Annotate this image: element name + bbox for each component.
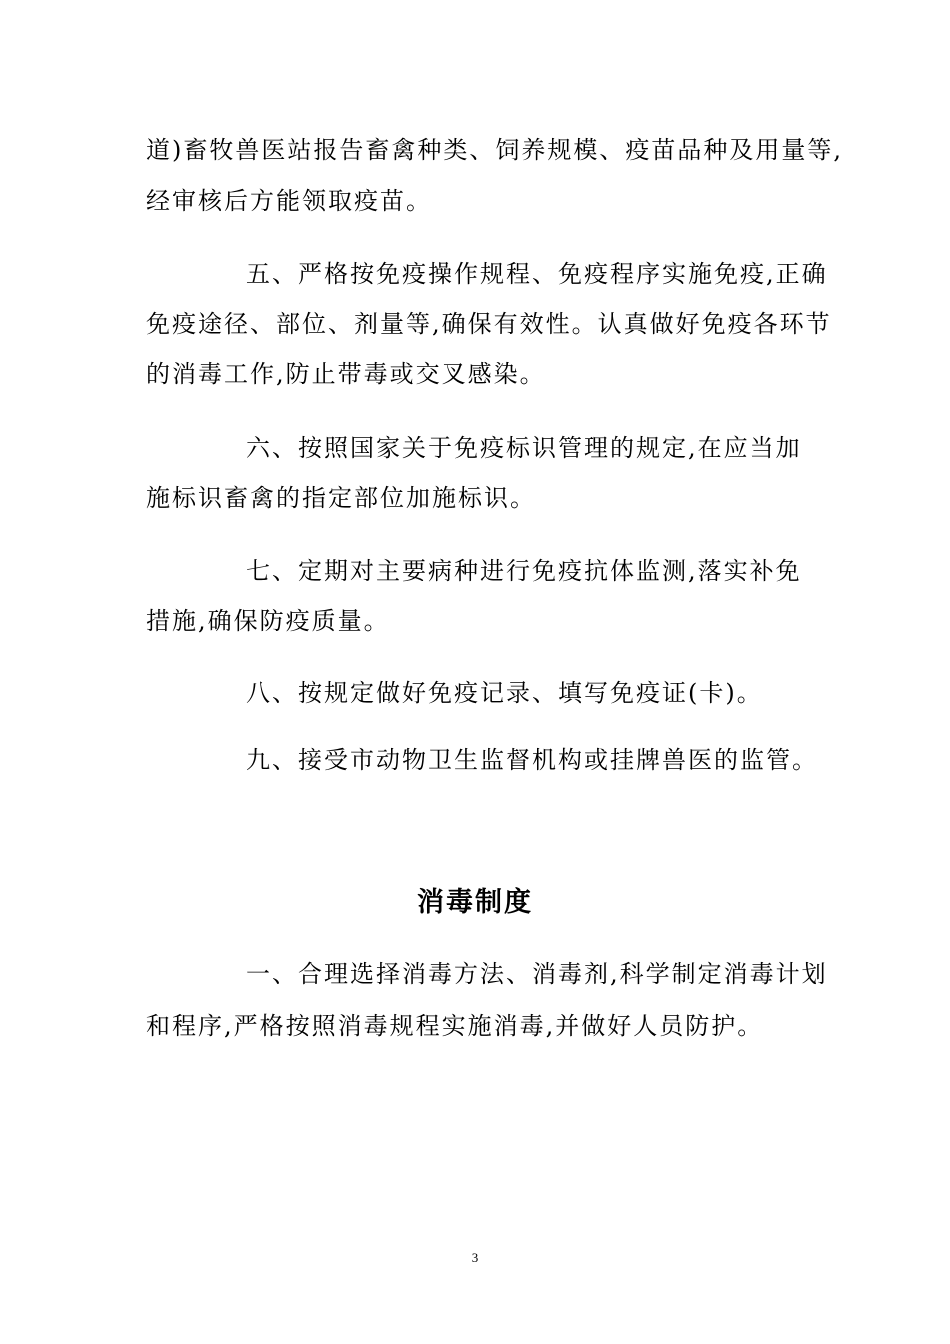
page-number: 3 bbox=[471, 1250, 479, 1265]
item-6-line-2: 施标识畜禽的指定部位加施标识。 bbox=[146, 484, 536, 512]
item-7-line-2: 措施,确保防疫质量。 bbox=[146, 607, 390, 635]
item-6-line-1: 六、按照国家关于免疫标识管理的规定,在应当加 bbox=[246, 434, 802, 462]
item-5-line-2: 免疫途径、部位、剂量等,确保有效性。认真做好免疫各环节 bbox=[146, 310, 832, 338]
item-8-line-1: 八、按规定做好免疫记录、填写免疫证(卡)。 bbox=[246, 679, 763, 707]
section-item-1-line-1: 一、合理选择消毒方法、消毒剂,科学制定消毒计划 bbox=[246, 960, 828, 988]
item-5-line-3: 的消毒工作,防止带毒或交叉感染。 bbox=[146, 360, 546, 388]
paragraph-continuation-line-2: 经审核后方能领取疫苗。 bbox=[146, 187, 432, 215]
paragraph-continuation-line-1: 道)畜牧兽医站报告畜禽种类、饲养规模、疫苗品种及用量等, bbox=[146, 136, 843, 164]
item-5-line-1: 五、严格按免疫操作规程、免疫程序实施免疫,正确 bbox=[246, 260, 828, 288]
section-item-1-line-2: 和程序,严格按照消毒规程实施消毒,并做好人员防护。 bbox=[146, 1012, 764, 1040]
item-7-line-1: 七、定期对主要病种进行免疫抗体监测,落实补免 bbox=[246, 557, 802, 585]
item-9-line-1: 九、接受市动物卫生监督机构或挂牌兽医的监管。 bbox=[246, 746, 818, 774]
section-title: 消毒制度 bbox=[417, 887, 533, 918]
